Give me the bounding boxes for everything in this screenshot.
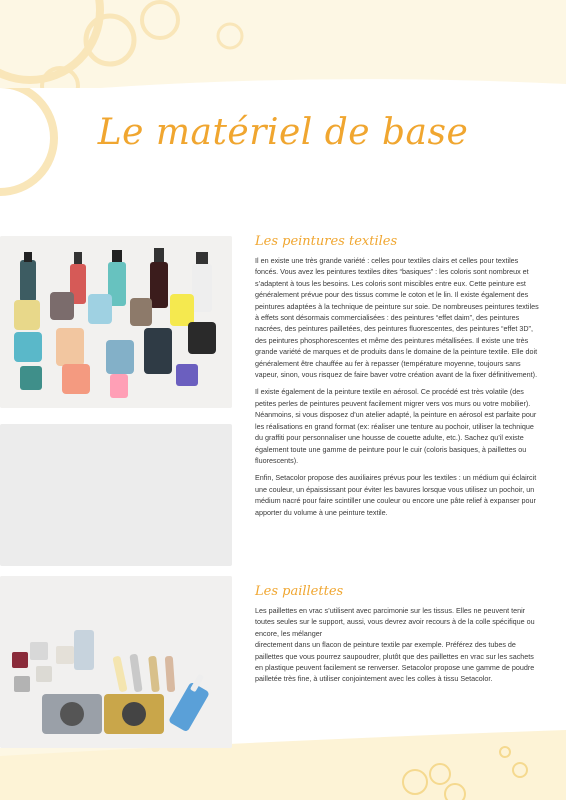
textile-paint-jars-photo [0,236,232,408]
section-glitter [255,584,543,691]
paragraph: Il en existe une très grande variété : celles pour textiles clairs et celles pour textiles foncés. Vous avez les peintures textiles dites “basiques” : les coloris sont nombreux et s’adaptent à tous les besoins. Les coloris sont miscibles entre eux. Cette peinture est généralement prévue pour des tissus comme le coton et le lin. Il existe également des peintures adaptées à la technique de peinture sur soie. De nombreuses peintures textiles à effets sont désormais commercialisées : des peintures “effet daim”, des peintures nacrées, des peintures pailletées, des peintures fluorescentes, des peintures “effet 3D”, des peintures phosphorescentes et même des peintures métallisées. Il existe une très grande variété de marques et de produits dans le domaine de la peinture textile. Elle doit généralement être chauffée au fer à repasser (température moyenne, toujours sans vapeur, sinon, vous risquez de faire baver votre création avant de la fixer définitivement). [255,256,539,380]
section-textile-paints [255,234,543,524]
page-title: Le matériel de base [97,112,469,153]
glitter-photo [0,576,232,748]
ring-decoration [0,88,60,228]
paragraph: Enfin, Setacolor propose des auxiliaires prévus pour les textiles : un médium qui éclaircit une couleur, un épaississant pour éviter les bavures lorsque vous utilisez un pochoir, un médium nacré pour faire scintiller une couleur ou encore une pâte relief à expanser pour apporter du volume à une peinture textile. [255,473,537,517]
paragraph: Les paillettes en vrac s’utilisent avec parcimonie sur les tissus. Elles ne peuvent tenir toutes seules sur le support, aussi, vous devrez avoir recours à de la colle spécifique ou encore, les mélanger directement dans un flacon de peinture textile par exemple. Préférez des tubes de paillettes que vous pourrez saupoudrer, plutôt que des paillettes en vrac sur les sachets en plastique peuvent facilement se renverser. Setacolor propose une gamme de poudre pailletée très fine, à utiliser conjointement avec les colles à tissu Setacolor. [255,606,535,684]
paragraph: Il existe également de la peinture textile en aérosol. Ce procédé est très volatile (des petites perles de peintures peuvent facilement migrer vers vos murs ou votre mobilier). Néanmoins, si vous disposez d’un atelier adapté, la peinture en aérosol est parfaite pour les réalisations en grand format (ex: réaliser une tenture au pochoir, utiliser la technique du graffiti pour personnaliser une housse de couette adulte, etc.). Sachez qu’il existe également toute une gamme de peinture pour le cuir (coloris basiques, à paillettes ou fluorescents). [255,387,537,465]
section-heading: Les peintures textiles [255,234,398,249]
section-heading: Les paillettes [255,584,344,599]
image-placeholder [0,424,232,566]
